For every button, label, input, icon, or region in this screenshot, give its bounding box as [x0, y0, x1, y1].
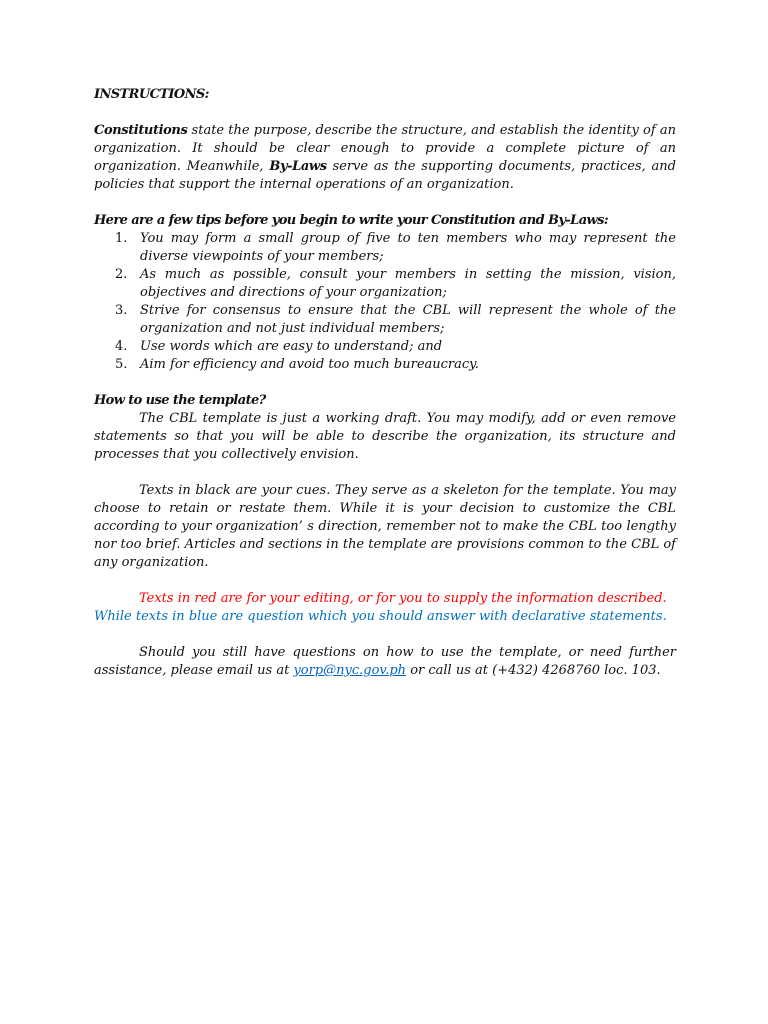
contact-text-after: or call us at (+432) 4268760 loc. 103.	[406, 663, 661, 678]
template-paragraph-4	[94, 644, 676, 680]
tip-item	[94, 302, 676, 338]
tip-text: You may form a small group of five to ten members who may represent the diverse viewpoints of your members;	[140, 231, 676, 264]
template-paragraph-1: The CBL template is just a working draft. You may modify, add or even remove statements so that you will be able to describe the organization, its structure and processes that you collectively envision.	[94, 411, 676, 462]
document-page	[94, 86, 676, 680]
intro-paragraph	[94, 122, 676, 194]
tip-number: 4.	[115, 339, 128, 354]
tip-text: Use words which are easy to understand; and	[140, 339, 443, 354]
tip-item	[94, 338, 676, 356]
intro-text-1: state the purpose, describe the structure, and establish the identity of an organization. It should be clear enough to provide a complete picture of an organization. Meanwhile,	[94, 123, 676, 174]
tip-number: 1.	[115, 231, 128, 246]
constitutions-term: Constitutions	[94, 123, 188, 138]
template-paragraph-2: Texts in black are your cues. They serve as a skeleton for the template. You may choose to retain or restate them. While it is your decision to customize the CBL according to your organization’ s direction, remember not to make the CBL too lengthy nor too brief. Articles and sections in the template are provisions common to the CBL of any organization.	[94, 483, 676, 570]
instructions-heading: INSTRUCTIONS:	[94, 87, 209, 102]
tip-text: As much as possible, consult your members in setting the mission, vision, objectives and directions of your organization;	[140, 267, 676, 300]
email-link[interactable]: yorp@nyc.gov.ph	[293, 663, 407, 678]
tip-number: 2.	[115, 267, 128, 282]
red-text-note: Texts in red are for your editing, or for you to supply the information described.	[139, 591, 667, 606]
tip-text: Aim for efficiency and avoid too much bureaucracy.	[140, 357, 479, 372]
tips-heading: Here are a few tips before you begin to write your Constitution and By-Laws:	[94, 213, 609, 228]
tip-item	[94, 356, 676, 374]
tip-item	[94, 266, 676, 302]
tip-item	[94, 230, 676, 266]
tip-number: 3.	[115, 303, 128, 318]
tips-list	[94, 230, 676, 374]
template-paragraph-3	[94, 590, 676, 626]
template-heading: How to use the template?	[94, 393, 266, 408]
contact-text-before: Should you still have questions on how to use the template, or need further assistance, please email us at	[94, 645, 676, 678]
tip-number: 5.	[115, 357, 128, 372]
tip-text: Strive for consensus to ensure that the CBL will represent the whole of the organization and not just individual members;	[140, 303, 676, 336]
intro-text-2: serve as the supporting documents, practices, and policies that support the internal operations of an organization.	[94, 159, 676, 192]
blue-text-note: While texts in blue are question which you should answer with declarative statements.	[94, 609, 667, 624]
bylaws-term: By-Laws	[269, 159, 327, 174]
